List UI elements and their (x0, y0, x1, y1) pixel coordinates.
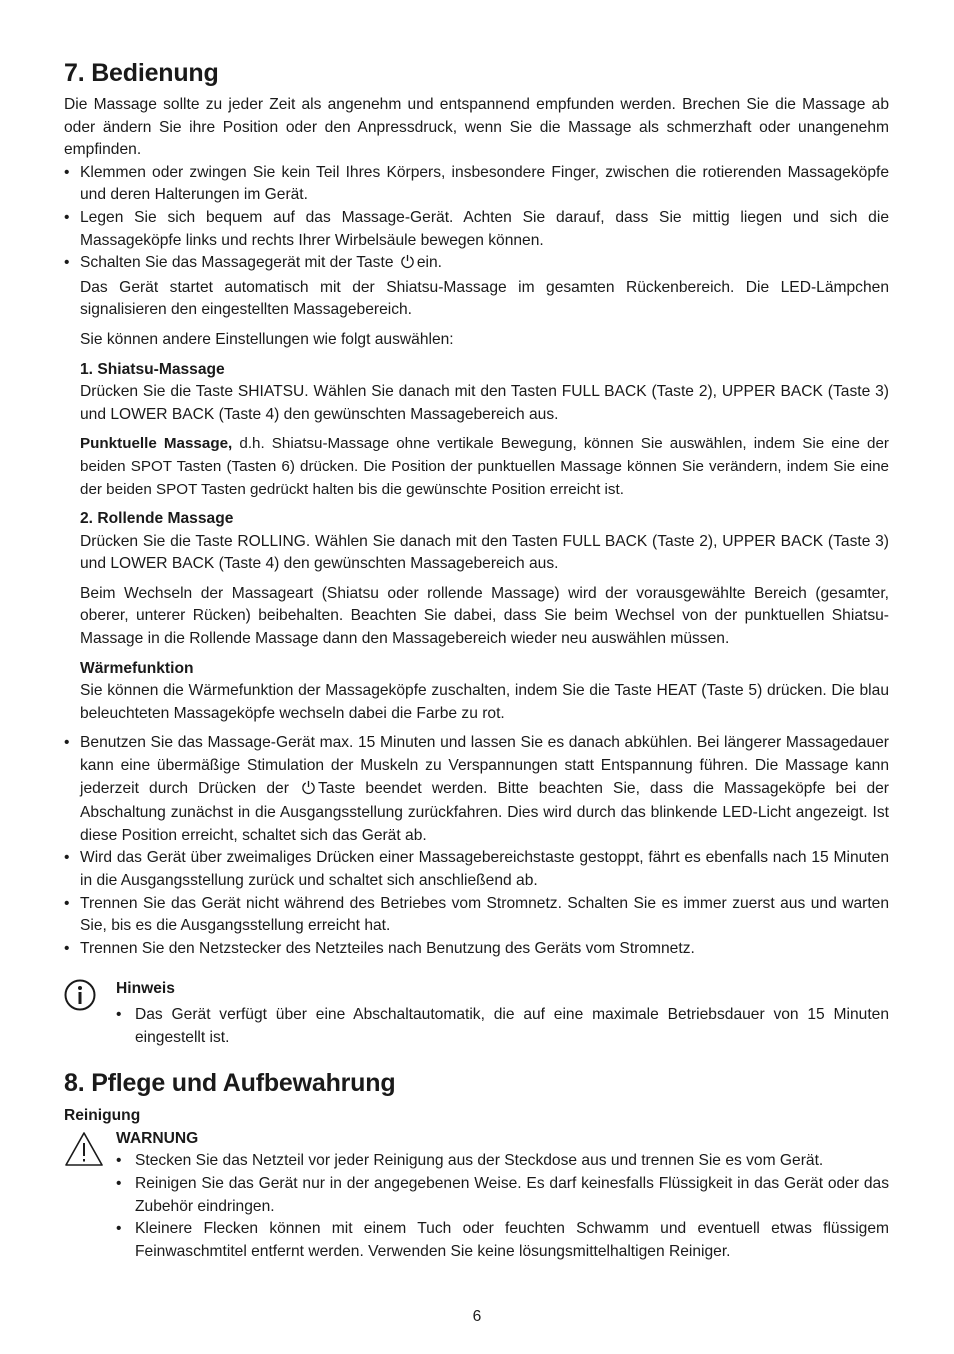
shiatsu-text: Drücken Sie die Taste SHIATSU. Wählen Sie danach mit den Tasten FULL BACK (Taste 2), UPPER BACK (Taste 3) und LOWER BACK (Taste 4) den gewünschten Massagebereich aus. (80, 383, 889, 423)
shiatsu-section (64, 359, 889, 427)
bullet-item: • Wird das Gerät über zweimaliges Drücken einer Massagebereichstaste gestoppt, fährt es ebenfalls nach 15 Minuten in die Ausgangsstellung zurück und schaltet sich anschließend ab. (64, 847, 889, 892)
spot-section (64, 433, 889, 501)
page-content (64, 56, 889, 1263)
warn-item: • Stecken Sie das Netzteil vor jeder Reinigung aus der Steckdose aus und trennen Sie es vom Gerät. (116, 1150, 889, 1173)
hinweis-title: Hinweis (116, 980, 175, 998)
switch-section (64, 583, 889, 651)
bullet-item: • Trennen Sie das Gerät nicht während des Betriebes vom Stromnetz. Schalten Sie es immer zuerst aus und warten Sie, bis es die Ausgangsstellung erreicht hat. (64, 893, 889, 938)
bullet-item-power (64, 252, 889, 322)
bullet-item: • Legen Sie sich bequem auf das Massage-Gerät. Achten Sie darauf, dass Sie mittig liegen und sich die Massageköpfe links und rechts Ihrer Wirbelsäule bewegen können. (64, 207, 889, 252)
switch-text: Beim Wechseln der Massageart (Shiatsu oder rollende Massage) wird der vorausgewählte Bereich (gesamter, oberer, unterer Rücken) beibehalten. Beachten Sie dabei, dass Sie beim Wechsel von der punktuellen Shiatsu-Massage in die Rollende Massage dann den Massagebereich wieder neu auswählen müssen. (80, 584, 889, 648)
warn-item: • Reinigen Sie das Gerät nur in der angegebenen Weise. Es darf keinesfalls Flüssigkeit in das Gerät oder das Zubehör eindringen. (116, 1173, 889, 1218)
bullet-item-stop (64, 732, 889, 847)
hinweis-box (64, 978, 889, 1049)
info-icon (64, 979, 96, 1019)
warn-item: • Kleinere Flecken können mit einem Tuch oder feuchten Schwamm und eventuell etwas flüssigem Feinwaschmtitel entfernt werden. Verwenden Sie keine lösungsmittelhaltigen Reiniger. (116, 1218, 889, 1263)
section-7-title: 7. Bedienung (64, 59, 219, 87)
warning-triangle-icon (64, 1131, 104, 1175)
spot-bold: Punktuelle Massage, (80, 435, 233, 453)
rolling-text: Drücken Sie die Taste ROLLING. Wählen Sie danach mit den Tasten FULL BACK (Taste 2), UPPER BACK (Taste 3) und LOWER BACK (Taste 4) den gewünschten Massagebereich aus. (80, 532, 889, 573)
power-icon (301, 780, 316, 803)
section-8-title: 8. Pflege und Aufbewahrung (64, 1069, 396, 1098)
warnung-title: WARNUNG (116, 1129, 199, 1147)
bullet-text: Schalten Sie das Massagegerät mit der Taste (80, 254, 394, 272)
settings-intro: Sie können andere Einstellungen wie folgt auswählen: (80, 330, 454, 348)
bullet-item: • Klemmen oder zwingen Sie kein Teil Ihres Körpers, insbesondere Finger, zwischen die rotierenden Massageköpfe und deren Halterungen im Gerät. (64, 162, 889, 207)
bullet-text: ein. (416, 254, 442, 272)
heat-heading: Wärmefunktion (80, 659, 194, 677)
heat-section (64, 658, 889, 726)
rolling-section (64, 508, 889, 576)
bullet-text: Taste beendet werden. Bitte beachten Sie, dass die Massageköpfe bei der Abschaltung zunächst in die Ausgangsstellung zurückfahren. Dies wird durch das blinkende LED-Licht angezeigt. Ist diese Position erreicht, schaltet sich das Gerät ab. (80, 779, 889, 844)
hinweis-text: • Das Gerät verfügt über eine Abschaltautomatik, die auf eine maximale Betriebsdauer von 15 Minuten eingestellt ist. (116, 1004, 889, 1049)
rolling-heading: 2. Rollende Massage (80, 510, 234, 528)
warnung-box (64, 1128, 889, 1264)
bullet-continuation: Das Gerät startet automatisch mit der Shiatsu-Massage im gesamten Rückenbereich. Die LED-Lämpchen signalisieren den eingestellten Massagebereich. (80, 278, 889, 319)
power-icon (400, 254, 415, 277)
shiatsu-heading: 1. Shiatsu-Massage (80, 360, 225, 378)
spot-text: d.h. Shiatsu-Massage ohne vertikale Bewegung, können Sie auswählen, indem Sie eine der beiden SPOT Tasten (Tasten 6) drücken. Die Position der punktuellen Massage können Sie verändern, indem Sie eine der beiden SPOT Tasten gedrückt halten bis die gewünschte Position erreicht ist. (80, 435, 889, 498)
bullet-item: • Trennen Sie den Netzstecker des Netzteiles nach Benutzung des Geräts vom Stromnetz. (64, 938, 889, 961)
reinigung-heading: Reinigung (64, 1107, 141, 1125)
intro-paragraph: Die Massage sollte zu jeder Zeit als angenehm und entspannend empfunden werden. Brechen Sie die Massage ab oder ändern Sie ihre Position oder den Anpressdruck, wenn Sie die Massage als schmerzhaft oder unangenehm empfinden. (64, 96, 889, 159)
heat-text: Sie können die Wärmefunktion der Massageköpfe zuschalten, indem Sie die Taste HEAT (Taste 5) drücken. Die blau beleuchteten Massageköpfe wechseln dabei die Farbe zu rot. (80, 682, 889, 722)
bullet-text: Benutzen Sie das Massage-Gerät max. 15 Minuten und lassen Sie es danach abkühlen. Bei längerer Massagedauer kann eine übermäßige Stimulation der Muskeln zu Verspannungen statt Entspannung führen. Die Massage kann jederzeit durch Drücken der (80, 734, 889, 797)
page-number: 6 (472, 1308, 482, 1325)
